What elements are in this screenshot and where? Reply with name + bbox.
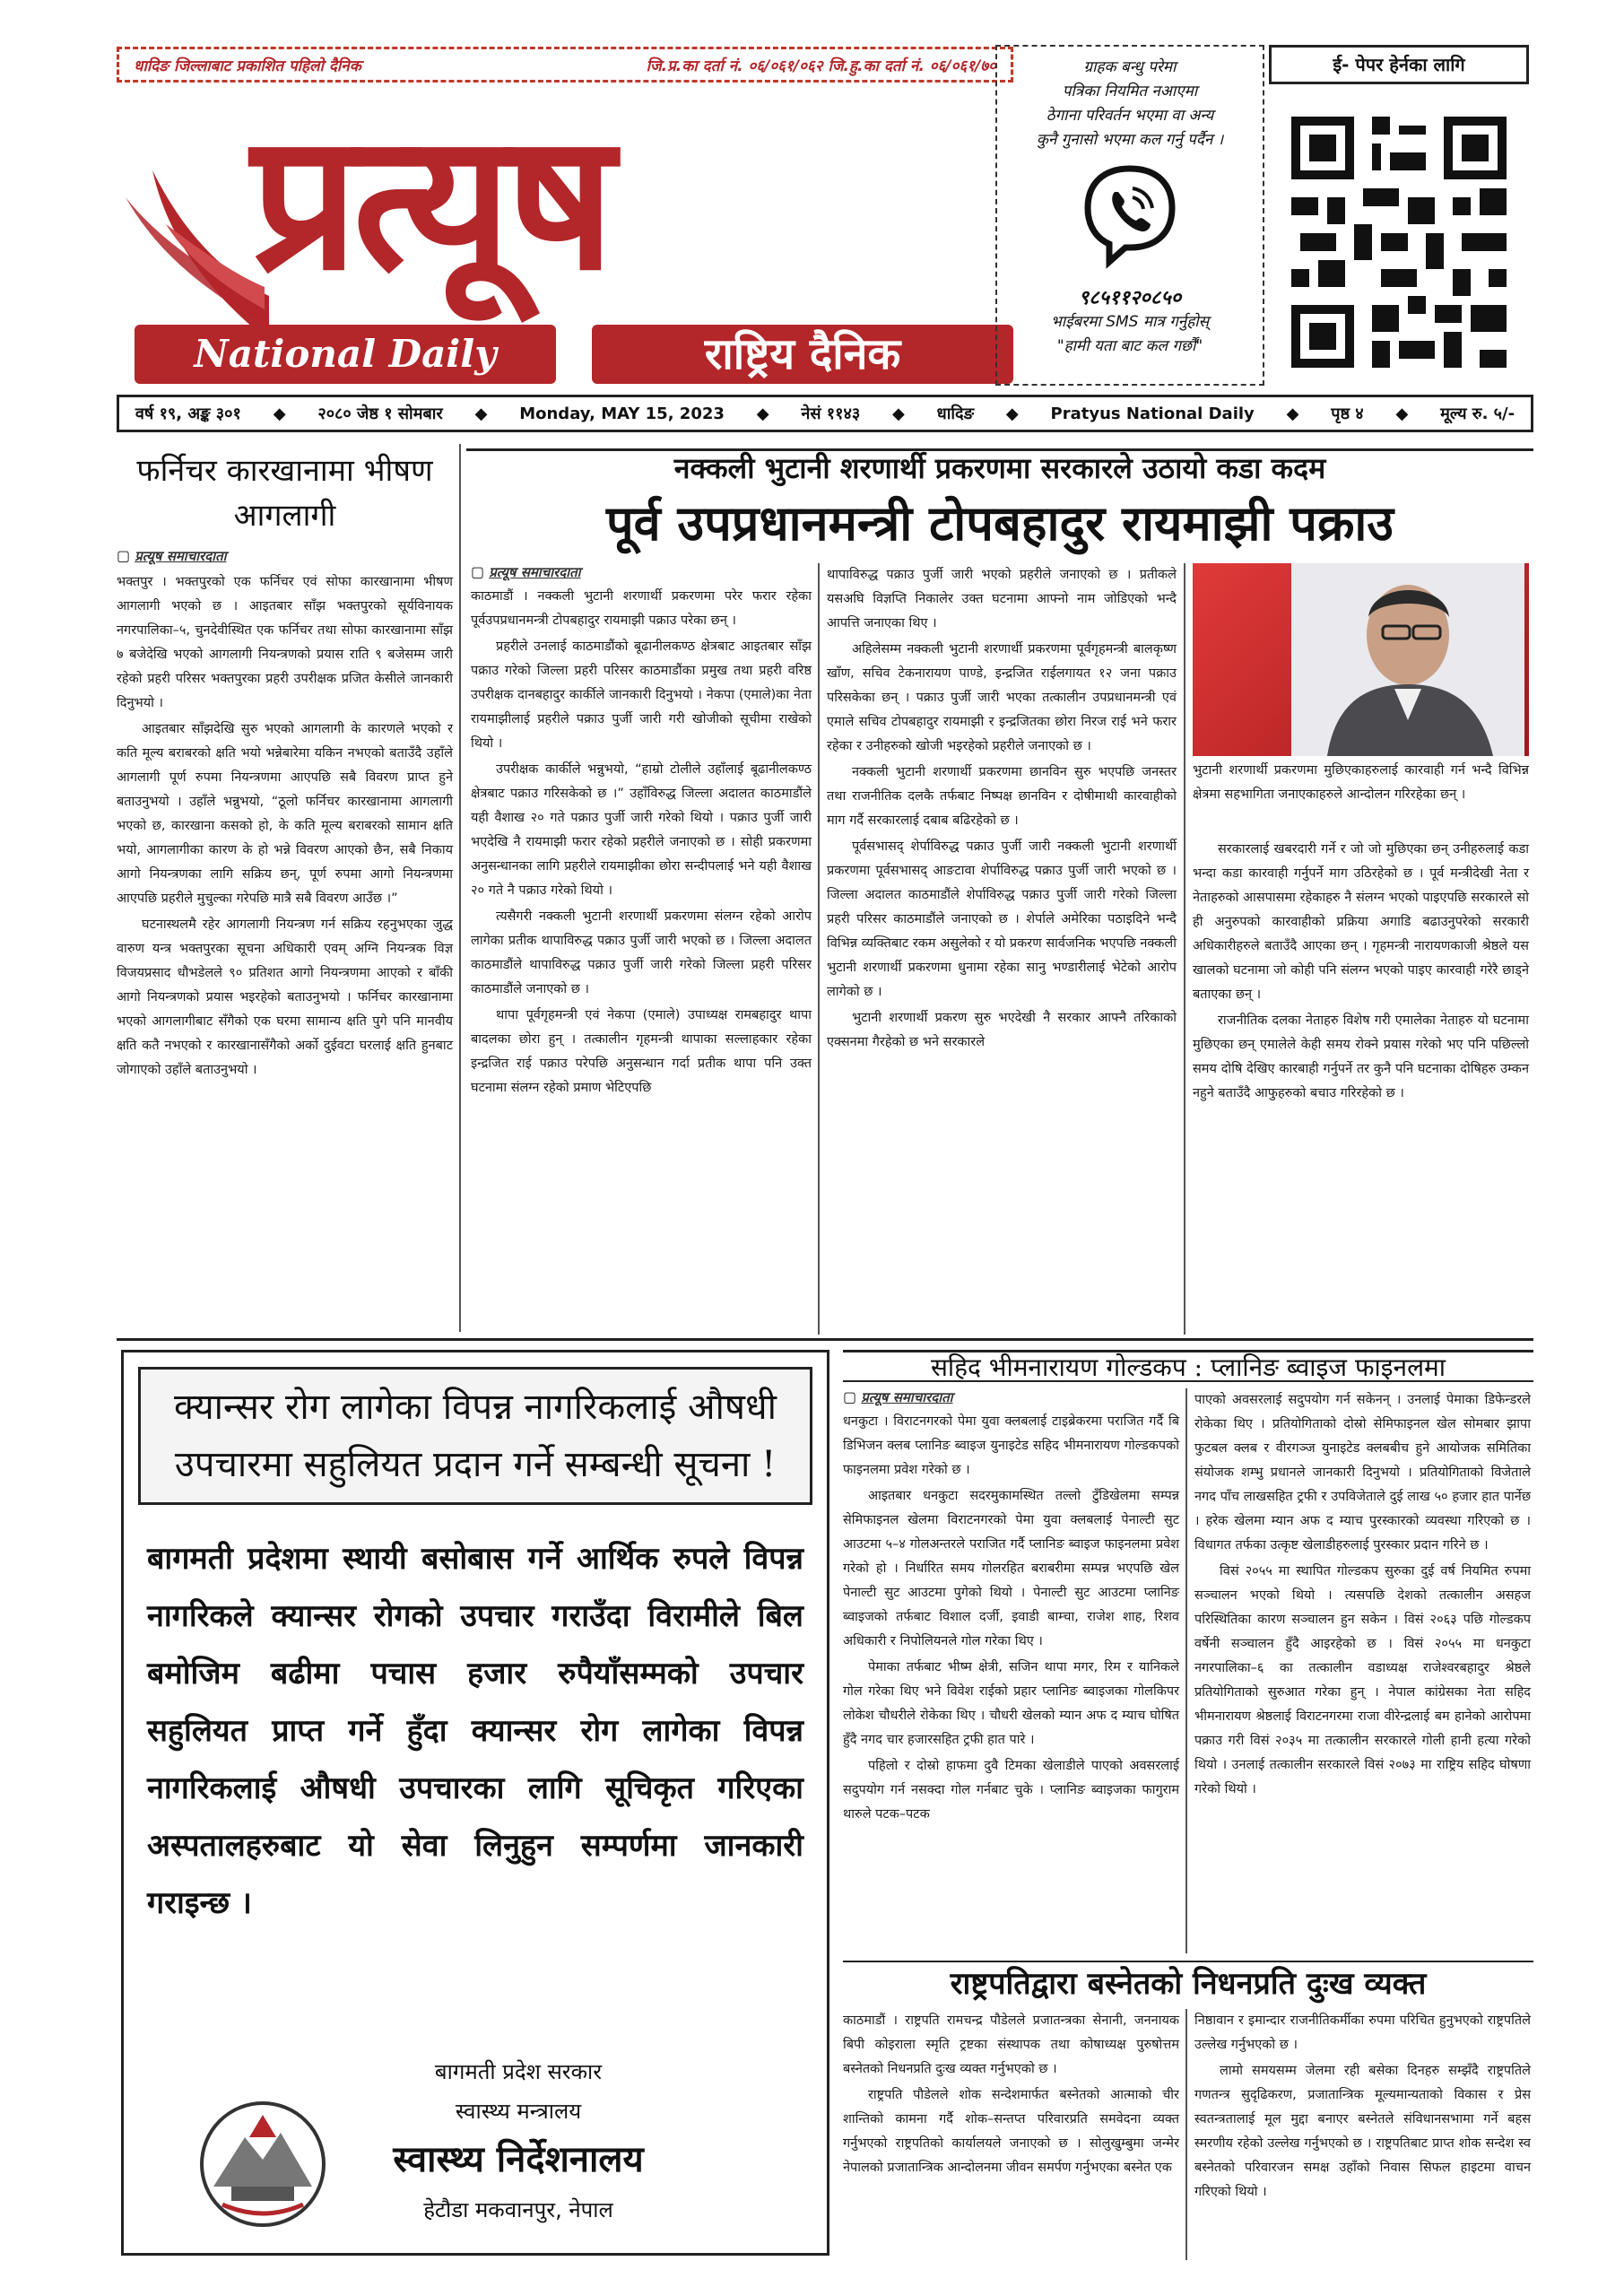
paragraph: त्यसैगरी नक्कली भुटानी शरणार्थी प्रकरणमा संलग्न रहेको आरोप लागेका प्रतीक थापाविरुद्ध पक्राउ पुर्जी जारी भएको छ । जिल्ला अदालत काठमाडौंले थापाविरुद्ध पक्राउ पुर्जी जारी गरेको जिल्ला प्रहरी परिसर काठमाडौंले जनाएको छ ।	[471, 909, 812, 996]
separator-icon: ◆	[892, 404, 905, 423]
paragraph: धनकुटा । विराटनगरको पेमा युवा क्लबलाई टाइब्रेकरमा पराजित गर्दै बि डिभिजन क्लब प्लानिङ ब्वाइज युनाइटेड सहिद भीमनारायण गोल्डकपको फाइनलमा प्रवेश गरेको छ ।	[843, 1414, 1179, 1477]
lead-col-1	[471, 563, 812, 1335]
paragraph: लामो समयसम्म जेलमा रही बसेका दिनहरु सम्झँदै राष्ट्रपतिले गणतन्त्र सुदृढिकरण, प्रजातान्त्रिक मूल्यमान्यताको विकास र प्रेस स्वतन्त्रतालाई मूल मुद्दा बनाएर बस्नेतले संविधानसभामा गर्ने बहस स्मरणीय रहेको उल्लेख गर्नुभएको छ । राष्ट्रपतिबाट प्राप्त शोक सन्देश स्व बस्नेतको परिवारजन समक्ष उहाँको निवास सिफल हाइटमा वाचन गरिएको थियो ।	[1194, 2064, 1531, 2199]
contact-line: कुनै गुनासो भएमा कल गर्नु पर्दैन ।	[1036, 131, 1224, 149]
rayamajhi-photo	[1193, 563, 1529, 756]
notice-gov: बागमती प्रदेश सरकार	[434, 2059, 603, 2084]
lead-headline: पूर्व उपप्रधानमन्त्री टोपबहादुर रायमाझी पक्राउ	[605, 494, 1394, 552]
section-rule	[117, 1338, 1533, 1341]
bs-date: २०८० जेष्ठ १ सोमबार	[317, 404, 443, 423]
masthead	[117, 90, 1013, 386]
paragraph: आइतबार धनकुटा सदरमुकामस्थित तल्लो टुँडिखेलमा सम्पन्न सेमिफाइनल खेलमा विराटनगरको पेमा युवा क्लबलाई पेनाल्टी सुट आउटमा ५–४ गोलअन्तरले पराजित गर्दै प्लानिङ ब्वाइज फाइनलमा प्रवेश गरेको हो । निर्धारित समय गोलरहित बराबरीमा सम्पन्न भएपछि खेल पेनाल्टी सुट आउटमा पुगेको थियो । पेनाल्टी सुट आउटमा प्लानिङ ब्वाइजको तर्फबाट विशाल दर्जी, इवाडी बाम्चा, राजेश शाह, रिशव अधिकारी र निपोलियनले गोल गरेका थिए ।	[843, 1489, 1179, 1648]
rashtriya-dainik-label: राष्ट्रिय दैनिक	[592, 325, 1013, 384]
lead-col-3	[1193, 838, 1529, 1331]
column-divider	[1184, 563, 1185, 1335]
contact-line: पत्रिका नियमित नआएमा	[1062, 83, 1198, 100]
notice-office: स्वास्थ्य निर्देशनालय	[393, 2138, 644, 2180]
byline-icon: ▢	[117, 547, 131, 564]
paragraph: काठमाडौं । राष्ट्रपति रामचन्द्र पौडेलले प्रजातन्त्रका सेनानी, जननायक बिपी कोइराला स्मृति ट्रष्टका संस्थापक तथा कोषाध्यक्ष पुरुषोत्तम बस्नेतको निधनप्रति दुःख व्यक्त गर्नुभएको छ ।	[843, 2013, 1179, 2076]
nepal-sambat: नेसं ११४३	[801, 404, 861, 423]
byline: प्रत्यूष समाचारदाता	[135, 548, 227, 564]
paragraph: थापा पूर्वगृहमन्त्री एवं नेकपा (एमाले) उपाध्यक्ष रामबहादुर थापा बादलका छोरा हुन् । तत्कालीन गृहमन्त्री थापाका सल्लाहकार रहेका इन्द्रजित राई पक्राउ परेपछि अनुसन्धान गर्दा प्रतीक थापा पनि उक्त घटनामा संलग्न रहेको प्रमाण भेटिएपछि	[471, 1008, 812, 1095]
price: मूल्य रु. ५/-	[1440, 404, 1515, 423]
page-count: पृष्ठ ४	[1331, 404, 1364, 423]
registration-strip	[117, 47, 1013, 83]
nepal-emblem-icon	[195, 2097, 330, 2231]
callback-quote: "हामी यता बाट कल गर्छौं"	[1056, 337, 1203, 355]
separator-icon: ◆	[756, 404, 769, 423]
paragraph: पाएको अवसरलाई सदुपयोग गर्न सकेनन् । उनलाई पेमाका डिफेन्डरले रोकेका थिए । प्रतियोगिताको दोस्रो सेमिफाइनल खेल सोमबार झापा फुटबल क्लब र वीरगञ्ज युनाइटेड क्लबबीच हुने आयोजक समितिका संयोजक शम्भु प्रधानले जानकारी दिनुभयो । प्रतियोगिताको विजेताले नगद पाँच लाखसहित ट्रफी र उपविजेताले दुई लाख ५० हजार हात पार्नेछ । हरेक खेलमा म्यान अफ द म्याच पुरस्कारको व्यवस्था गरिएको छ । विधागत तर्फका उत्कृष्ट खेलाडीहरुलाई पुरस्कार प्रदान गरिने छ ।	[1194, 1393, 1531, 1552]
volume-issue: वर्ष १९, अङ्क ३०१	[135, 404, 241, 423]
ad-date: Monday, MAY 15, 2023	[519, 404, 725, 423]
separator-icon: ◆	[474, 404, 488, 423]
lead-col-2	[827, 563, 1177, 1335]
paragraph: पहिलो र दोस्रो हाफमा दुवै टिमका खेलाडीले पाएको अवसरलाई सदुपयोग गर्न नसक्दा गोल गर्नबाट चुके । प्लानिङ ब्वाइजका फागुराम थारुले पटक–पटक	[843, 1759, 1179, 1822]
separator-icon: ◆	[1286, 404, 1299, 423]
column-divider	[1185, 2009, 1187, 2260]
qr-code-icon[interactable]	[1282, 108, 1515, 377]
paragraph: राष्ट्रपति पौडेलले शोक सन्देशमार्फत बस्नेतको आत्माको चीर शान्तिको कामना गर्दै शोक–सन्तप्त परिवारप्रति समवेदना व्यक्त गर्नुभएको राष्ट्रपतिको कार्यालयले जनाएको छ । सोलुखुम्बुमा जन्मेर नेपालको प्रजातान्त्रिक आन्दोलनमा जीवन समर्पण गर्नुभएका बस्नेत एक	[843, 2088, 1179, 2175]
column-divider	[459, 444, 461, 1332]
subscriber-contact-box	[995, 45, 1264, 386]
football-headline: सहिद भीमनारायण गोल्डकप : प्लानिङ ब्वाइज फाइनलमा	[843, 1350, 1533, 1382]
first-daily-tagline: धादिङ जिल्लाबाट प्रकाशित पहिलो दैनिक	[134, 57, 361, 75]
viber-number: ९८५११२०८५०	[1078, 287, 1182, 309]
byline: प्रत्यूष समाचारदाता	[489, 564, 581, 580]
football-col-1	[843, 1388, 1179, 1953]
epaper-label: ई- पेपर हेर्नका लागि	[1269, 45, 1529, 84]
condolence-col-1	[843, 2009, 1179, 2260]
contact-line: ग्राहक बन्धु परेमा	[1083, 58, 1177, 76]
fire-story-headline: फर्निचर कारखानामा भीषण आगलागी	[136, 453, 433, 534]
paragraph: उपरीक्षक कार्कीले भन्नुभयो, “हाम्रो टोलीले उहाँलाई बूढानीलकण्ठ क्षेत्रबाट पक्राउ गरिसकेको छ ।” उहाँविरुद्ध जिल्ला अदालत काठमाडौंले यही वैशाख २० गते पक्राउ पुर्जी जारी गरेको थियो । पक्राउ पुर्जी जारी भएदेखि नै रायमाझी फरार रहेको प्रहरीले जनाएको छ । सोही प्रकरणमा अनुसन्धानका लागि प्रहरीले रायमाझीका छोरा सन्दीपलाई भने यही वैशाख २० गते नै पक्राउ गरेको थियो ।	[471, 762, 812, 898]
paragraph: भुटानी शरणार्थी प्रकरण सुरु भएदेखी नै सरकार आफ्नै तरिकाको एक्सनमा गैरहेको छ भने सरकारले	[827, 1011, 1177, 1049]
byline-icon: ▢	[471, 563, 485, 580]
fire-story-body	[117, 570, 453, 1083]
paragraph: निष्ठावान र इमान्दार राजनीतिकर्मीका रुपमा परिचित हुनुभएको राष्ट्रपतिले उल्लेख गर्नुभएको छ ।	[1194, 2013, 1531, 2052]
separator-icon: ◆	[1395, 404, 1409, 423]
paragraph: घटनास्थलमै रहेर आगलागी नियन्त्रण गर्न सक्रिय रहनुभएका जुद्ध वारुण यन्त्र भक्तपुरका सूचना अधिकारी एवम् अग्नि नियन्त्रक विज्ञ विजयप्रसाद धौभडेलले ९० प्रतिशत आगो नियन्त्रणमा आएको र बाँकी आगो नियन्त्रणको प्रयास भइरहेको बताउनुभयो । फर्निचर कारखानामा भएको आगलागीबाट सँगैको एक घरमा सामान्य क्षति पुगे पनि मानवीय क्षति कतै नभएको र कारखानासँगैको अर्को दुईवटा घरलाई क्षति हुनबाट जोगाएको उहाँले बताउनुभयो ।	[117, 918, 453, 1077]
paragraph: भक्तपुर । भक्तपुरको एक फर्निचर एवं सोफा कारखानामा भीषण आगलागी भएको छ । आइतबार साँझ भक्तपुरको सूर्यविनायक नगरपालिका–५, चुनदेवीस्थित एक फर्निचर तथा सोफा कारखानामा साँझ ७ बजेदेखि भएको आगलागी नियन्त्रणको प्रयास राति ९ बजेसम्म जारी रहेको प्रहरी परिसर भक्तपुरका प्रहरी उपरीक्षक प्रजित केसीले जानकारी दिनुभयो ।	[117, 575, 453, 710]
paragraph: विसं २०५५ मा स्थापित गोल्डकप सुरुका दुई वर्ष नियमित रुपमा सञ्चालन भएको थियो । त्यसपछि देशको तत्कालीन असहज परिस्थितिका कारण सञ्चालन हुन सकेन । विसं २०६३ पछि गोल्डकप वर्षेनी सञ्चालन हुँदै आइरहेको छ । विसं २०५५ मा धनकुटा नगरपालिका–६ का तत्कालीन वडाध्यक्ष राजेश्वरबहादुर श्रेष्ठले प्रतियोगिताको सुरुआत गरेका हुन् । नेपाल कांग्रेसका नेता सहिद भीमनारायण श्रेष्ठलाई विराटनगरमा राजा वीरेन्द्रलाई बम हानेको आरोपमा पक्राउ गरी विसं २०३५ मा तत्कालीन सरकारले गोली हानी हत्या गरेको थियो । उनलाई तत्कालीन सरकारले विसं २०७३ मा राष्ट्रिय सहिद घोषणा गरेको थियो ।	[1194, 1564, 1531, 1796]
column-divider	[818, 563, 820, 1335]
paragraph: सरकारलाई खबरदारी गर्ने र जो जो मुछिएका छन् उनीहरुलाई कडा भन्दा कडा कारवाही गर्नुपर्ने माग उठिरहेको छ । पूर्व मन्त्रीदेखी नेता र नेताहरुको आसपासमा रहेकाहरु नै संलग्न भएको पाइएपछि सरकारले सो ही अनुरुपको कारवाहीको प्रक्रिया अगाडि बढाउनुपरेको सरकारी अधिकारीहरुले बताउँदै आएका छन् । गृहमन्त्री नारायणकाजी श्रेष्ठले यस खालको घटनामा जो कोही पनि संलग्न भएको पाइए कारवाही गरेरै छाड्ने बताएका छन् ।	[1193, 842, 1529, 1002]
paragraph: प्रहरीले उनलाई काठमाडौंको बूढानीलकण्ठ क्षेत्रबाट आइतबार साँझ पक्राउ गरेको जिल्ला प्रहरी परिसर काठमाडौंका प्रमुख तथा प्रहरी वरिष्ठ उपरीक्षक दानबहादुर कार्कीले जानकारी दिनुभयो । नेकपा (एमाले)का नेता रायमाझीलाई प्रहरीले पक्राउ पुर्जी जारी गरी खोजीको सूचीमा राखेको थियो ।	[471, 639, 812, 751]
registration-number: जि.प्र.का दर्ता नं. ०६/०६१/०६२ जि.हु.का दर्ता नं. ०६/०६१/७०	[646, 57, 996, 75]
paragraph: अहिलेसम्म नक्कली भुटानी शरणार्थी प्रकरणमा पूर्वगृहमन्त्री बालकृष्ण खाँण, सचिव टेकनारायण पाण्डे, इन्द्रजित राईलगायत १२ जना पक्राउ परिसकेका छन् । पक्राउ पुर्जी जारी भएका तत्कालीन उपप्रधानमन्त्री एवं एमाले सचिव टोपबहादुर रायमाझी र इन्द्रजितका छोरा निरज राई भने फरार रहेका र उनीहरुको खोजी भइरहेको प्रहरीले जनाएको छ ।	[827, 642, 1177, 753]
fire-story	[117, 448, 453, 1336]
football-col-2	[1194, 1388, 1531, 1953]
notice-ministry: स्वास्थ्य मन्त्रालय	[455, 2099, 582, 2124]
condolence-col-2	[1194, 2009, 1531, 2260]
date-bar	[117, 395, 1533, 432]
photo-caption: भुटानी शरणार्थी प्रकरणमा मुछिएकाहरुलाई कारवाही गर्न भन्दै विभिन्न क्षेत्रमा सहभागिता जनाएकाहरुले आन्दोलन गरिरहेका छन् ।	[1193, 763, 1529, 802]
condolence-headline: राष्ट्रपतिद्वारा बस्नेतको निधनप्रति दुःख व्यक्त	[843, 1961, 1533, 2004]
notice-address: हेटौडा मकवानपुर, नेपाल	[423, 2197, 613, 2222]
newspaper-title: प्रत्यूष	[251, 91, 610, 312]
notice-title: क्यान्सर रोग लागेका विपन्न नागरिकलाई औषधी उपचारमा सहुलियत प्रदान गर्ने सम्बन्धी सूचना !	[138, 1367, 812, 1505]
separator-icon: ◆	[273, 404, 286, 423]
notice-body: बागमती प्रदेशमा स्थायी बसोबास गर्ने आर्थिक रुपले विपन्न नागरिकले क्यान्सर रोगको उपचार गराउँदा विरामीले बिल बमोजिम बढीमा पचास हजार रुपैयाँसम्मको उपचार सहुलियत प्राप्त गर्ने हुँदा क्यान्सर रोग लागेका विपन्न नागरिकलाई औषधी उपचारका लागि सूचिकृत गरिएका अस्पतालहरुबाट यो सेवा लिनुहुन सम्पर्णमा जानकारी गराइन्छ ।	[147, 1541, 803, 1921]
lead-kicker: नक्कली भुटानी शरणार्थी प्रकरणमा सरकारले उठायो कडा कदम	[673, 451, 1326, 485]
byline-icon: ▢	[843, 1388, 857, 1405]
paragraph: पेमाका तर्फबाट भीष्म क्षेत्री, सजिन थापा मगर, रिम र यानिकले गोल गरेका थिए भने विवेश राईको प्रहार प्लानिङ ब्वाइजका गोलकिपर लोकेश चौधरीले रोकेका थिए । चौधरी खेलको म्यान अफ द म्याच घोषित हुँदै नगद चार हजारसहित ट्रफी हात पारे ।	[843, 1660, 1179, 1747]
person-portrait-icon	[1193, 563, 1529, 756]
paragraph: काठमाडौं । नक्कली भुटानी शरणार्थी प्रकरणमा परेर फरार रहेका पूर्वउपप्रधानमन्त्री टोपबहादुर रायमाझी पक्राउ परेका छन् ।	[471, 589, 812, 628]
byline: प्रत्यूष समाचारदाता	[861, 1389, 953, 1405]
column-divider	[1185, 1388, 1187, 1953]
sms-note: भाईबरमा SMS मात्र गर्नुहोस्	[1050, 313, 1210, 331]
paragraph: पूर्वसभासद् शेर्पाविरुद्ध पक्राउ पुर्जी जारी नक्कली भुटानी शरणार्थी प्रकरणमा पूर्वसभासद् आङटावा शेर्पाविरुद्ध पक्राउ पुर्जी जारी भएको छ । जिल्ला अदालत काठमाडौंले शेर्पाविरुद्ध पक्राउ पुर्जी जारी गरेको जिल्ला प्रहरी परिसर काठमाडौंले जनाएको छ । शेर्पाले अमेरिका पठाइदिने भन्दै विभिन्न व्यक्तिबाट रकम असुलेको र यो प्रकरण सार्वजनिक भएपछि नक्कली भुटानी शरणार्थी प्रकरणमा धुनामा रहेका सानु भण्डारीलाई भेटेको आरोप लागेको छ ।	[827, 839, 1177, 999]
place: धादिङ	[936, 404, 975, 423]
national-daily-label: National Daily	[135, 325, 556, 384]
cancer-notice	[121, 1350, 829, 2256]
paragraph: थापाविरुद्ध पक्राउ पुर्जी जारी भएको प्रहरीले जनाएको छ । प्रतीकले यसअघि विज्ञप्ति निकालेर उक्त घटनामा आफ्नो नाम जोडिएको भन्दै आपत्ति जनाएका थिए ।	[827, 568, 1177, 631]
separator-icon: ◆	[1005, 404, 1019, 423]
brand-name: Pratyus National Daily	[1050, 404, 1255, 423]
paragraph: नक्कली भुटानी शरणार्थी प्रकरणमा छानविन सुरु भएपछि जनस्तर तथा राजनीतिक दलकै तर्फबाट निष्पक्ष छानविन र दोषीमाथी कारवाहीको माग गर्दै सरकारलाई दबाब बढिरहेको छ ।	[827, 765, 1177, 828]
contact-line: ठेगाना परिवर्तन भएमा वा अन्य	[1046, 107, 1214, 125]
paragraph: आइतबार साँझदेखि सुरु भएको आगलागी के कारणले भएको र कति मूल्य बराबरको क्षति भयो भन्नेबारेमा यकिन नभएको बताउँदै उहाँले आगलागी पूर्ण रुपमा नियन्त्रणमा आएपछि सबै विवरण प्राप्त हुने बताउनुभयो । उहाँले भन्नुभयो, “ठूलो फर्निचर कारखानामा आगलागी भएको छ, कारखाना कसको हो, के कति मूल्य बराबरको सामान क्षति भयो, आगलागीका कारण के हो भन्ने विवरण आएको छैन, सबै निकाय आगो नियन्त्रणका लागि सक्रिय छन्, पूर्ण रुपमा आगो नियन्त्रणमा आएपछि प्रहरीले मुचुल्का गरेपछि मात्रै सबै विवरण आउँछ ।”	[117, 722, 453, 906]
viber-icon	[1081, 161, 1179, 269]
paragraph: राजनीतिक दलका नेताहरु विशेष गरी एमालेका नेताहरु यो घटनामा मुछिएका छन् एमालेले केही समय रोक्ने प्रयास गरेको भए पनि पछिल्लो समय दोषि देखिए कारबाही गर्नुपर्ने तर कुनै पनि घटनाका दोषिहरु उम्कन नहुने बताउँदै आफुहरुको बचाउ गरिरहेको छ ।	[1193, 1013, 1529, 1100]
